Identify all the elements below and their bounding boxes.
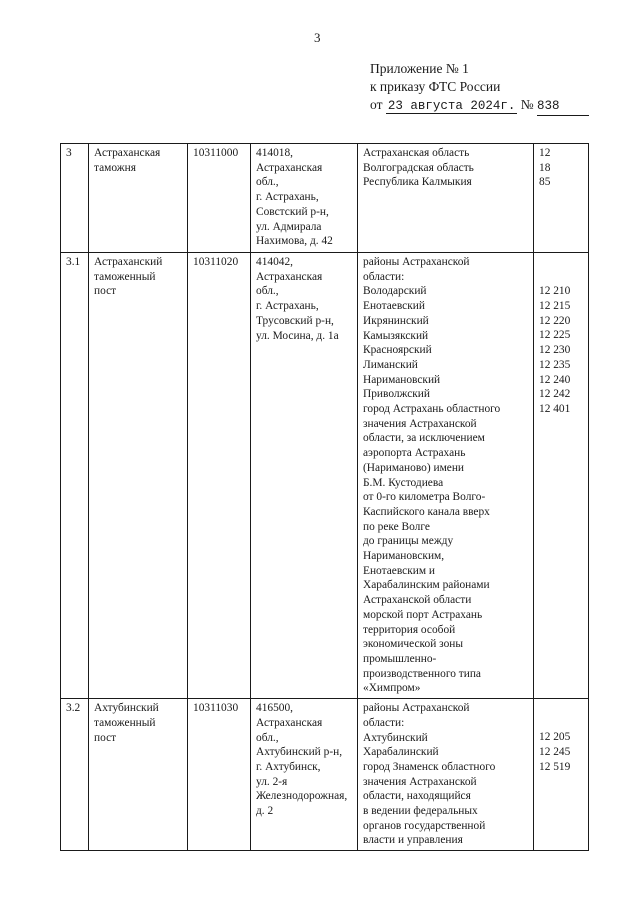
address-cell	[251, 144, 358, 253]
office-name-line: Ахтубинский	[94, 702, 159, 715]
office-code-cell	[188, 144, 251, 253]
region-line: органов государственной	[363, 819, 486, 832]
office-name-line: пост	[94, 731, 117, 744]
address-line: г. Астрахань,	[256, 191, 319, 204]
region-line: власти и управления	[363, 834, 463, 847]
okato-code	[539, 701, 585, 716]
table-row	[61, 144, 589, 253]
regions-cell	[358, 699, 534, 851]
address-line: ул. Адмирала	[256, 220, 322, 233]
address-line: г. Астрахань,	[256, 300, 319, 313]
okato-code: 12 242	[539, 388, 571, 401]
okato-code: 18	[539, 161, 551, 174]
row-number-cell	[61, 699, 89, 851]
okato-code: 12 225	[539, 329, 571, 342]
region-line: Камызякский	[363, 329, 429, 342]
address-line: Ахтубинский р-н,	[256, 746, 343, 759]
office-name-cell	[89, 144, 188, 253]
okato-code: 12 240	[539, 373, 571, 386]
region-line: Волгоградская область	[363, 161, 474, 174]
address-line: 416500,	[256, 702, 294, 715]
region-line: области, за исключением	[363, 432, 485, 445]
address-line: Астраханская	[256, 161, 323, 174]
okato-code: 12	[539, 147, 551, 159]
region-line: экономической зоны	[363, 638, 464, 651]
region-line: области:	[363, 716, 405, 729]
region-line: Енотаевским и	[363, 564, 435, 577]
region-line: Красноярский	[363, 344, 432, 357]
office-name-line: Астраханский	[94, 256, 163, 268]
region-line: по реке Волге	[363, 520, 430, 533]
address-line: 414018,	[256, 147, 294, 159]
region-line: Володарский	[363, 285, 427, 298]
address-line: обл.,	[256, 176, 279, 189]
office-name-cell	[89, 699, 188, 851]
regions-cell	[358, 253, 534, 699]
okato-code: 12 235	[539, 358, 571, 371]
region-line: Каспийского канала вверх	[363, 505, 490, 518]
address-line: Нахимова, д. 42	[256, 235, 333, 248]
row-number-cell	[61, 253, 89, 699]
address-line: Трусовский р-н,	[256, 314, 334, 327]
region-line: районы Астраханской	[363, 256, 470, 268]
office-code-cell	[188, 253, 251, 699]
appendix-title: Приложение № 1	[370, 61, 469, 76]
region-line: Харабалинским районами	[363, 579, 490, 592]
appendix-header	[370, 60, 589, 116]
office-name-line: таможня	[94, 161, 136, 174]
region-line: значения Астраханской	[363, 417, 477, 430]
region-line: промышленно-	[363, 652, 437, 665]
region-line: районы Астраханской	[363, 702, 470, 715]
okato-code: 12 245	[539, 746, 571, 759]
address-line: 414042,	[256, 256, 294, 268]
region-line: город Знаменск областного	[363, 760, 496, 773]
region-line: Ахтубинский	[363, 731, 428, 744]
okato-code	[539, 716, 585, 731]
address-line: ул. 2-я	[256, 775, 288, 788]
region-line: в ведении федеральных	[363, 805, 478, 818]
region-line: производственного типа	[363, 667, 481, 680]
office-name-line: пост	[94, 285, 117, 298]
okato-code: 85	[539, 176, 551, 189]
office-name-cell	[89, 253, 188, 699]
office-name-line: таможенный	[94, 270, 156, 283]
region-line: город Астрахань областного	[363, 403, 501, 416]
region-line: от 0-го километра Волго-	[363, 491, 486, 504]
region-line: Харабалинский	[363, 746, 439, 759]
region-line: (Нариманово) имени	[363, 461, 465, 474]
row-number: 3	[66, 147, 72, 159]
order-date: 23 августа 2024г.	[387, 99, 516, 113]
region-line: Наримановский	[363, 373, 441, 386]
row-number: 3.1	[66, 256, 81, 268]
okato-cell	[534, 253, 589, 699]
okato-code	[539, 270, 585, 285]
row-number-cell	[61, 144, 89, 253]
region-line: Наримановским,	[363, 550, 445, 563]
region-line: Астраханской области	[363, 594, 472, 607]
office-code-cell	[188, 699, 251, 851]
okato-code: 12 401	[539, 403, 571, 415]
region-line: аэропорта Астрахань	[363, 447, 466, 460]
region-line: области, находящийся	[363, 790, 471, 803]
table-row	[61, 699, 589, 851]
region-line: территория особой	[363, 623, 456, 636]
table-row	[61, 253, 589, 699]
regions-cell	[358, 144, 534, 253]
address-line: Совстский р-н,	[256, 205, 329, 218]
region-line: «Химпром»	[363, 682, 421, 695]
office-code: 10311020	[193, 256, 239, 268]
region-line: морской порт Астрахань	[363, 608, 483, 621]
address-line: Астраханская	[256, 270, 323, 283]
region-line: Икрянинский	[363, 314, 429, 327]
address-cell	[251, 699, 358, 851]
region-line: Астраханская область	[363, 147, 470, 159]
region-line: до границы между	[363, 535, 454, 548]
region-line: Б.М. Кустодиева	[363, 476, 444, 489]
address-line: обл.,	[256, 731, 279, 744]
okato-code: 12 230	[539, 344, 571, 357]
customs-table	[60, 143, 589, 851]
row-number: 3.2	[66, 702, 81, 715]
order-date-line	[370, 96, 589, 116]
address-line: Железнодорожная,	[256, 790, 348, 803]
okato-code: 12 519	[539, 760, 571, 773]
region-line: Приволжский	[363, 388, 430, 401]
date-prefix: от	[370, 97, 383, 112]
region-line: Лиманский	[363, 358, 418, 371]
address-cell	[251, 253, 358, 699]
address-line: ул. Мосина, д. 1а	[256, 329, 339, 342]
page-number: 3	[314, 30, 321, 45]
okato-cell	[534, 699, 589, 851]
okato-code: 12 210	[539, 285, 571, 298]
region-line: области:	[363, 270, 405, 283]
office-code: 10311000	[193, 147, 239, 159]
order-reference: к приказу ФТС России	[370, 79, 501, 94]
address-line: обл.,	[256, 285, 279, 298]
address-line: д. 2	[256, 805, 274, 818]
okato-code: 12 215	[539, 300, 571, 313]
customs-table-body	[61, 144, 589, 851]
office-name-line: таможенный	[94, 716, 156, 729]
order-number: 838	[537, 97, 589, 116]
number-label: №	[520, 97, 534, 112]
okato-cell	[534, 144, 589, 253]
okato-code: 12 220	[539, 314, 571, 327]
office-code: 10311030	[193, 702, 239, 715]
region-line: значения Астраханской	[363, 775, 477, 788]
region-line: Енотаевский	[363, 300, 425, 313]
address-line: г. Ахтубинск,	[256, 760, 321, 773]
address-line: Астраханская	[256, 716, 323, 729]
office-name-line: Астраханская	[94, 147, 161, 159]
region-line: Республика Калмыкия	[363, 176, 472, 189]
okato-code	[539, 255, 585, 270]
okato-code: 12 205	[539, 731, 571, 744]
